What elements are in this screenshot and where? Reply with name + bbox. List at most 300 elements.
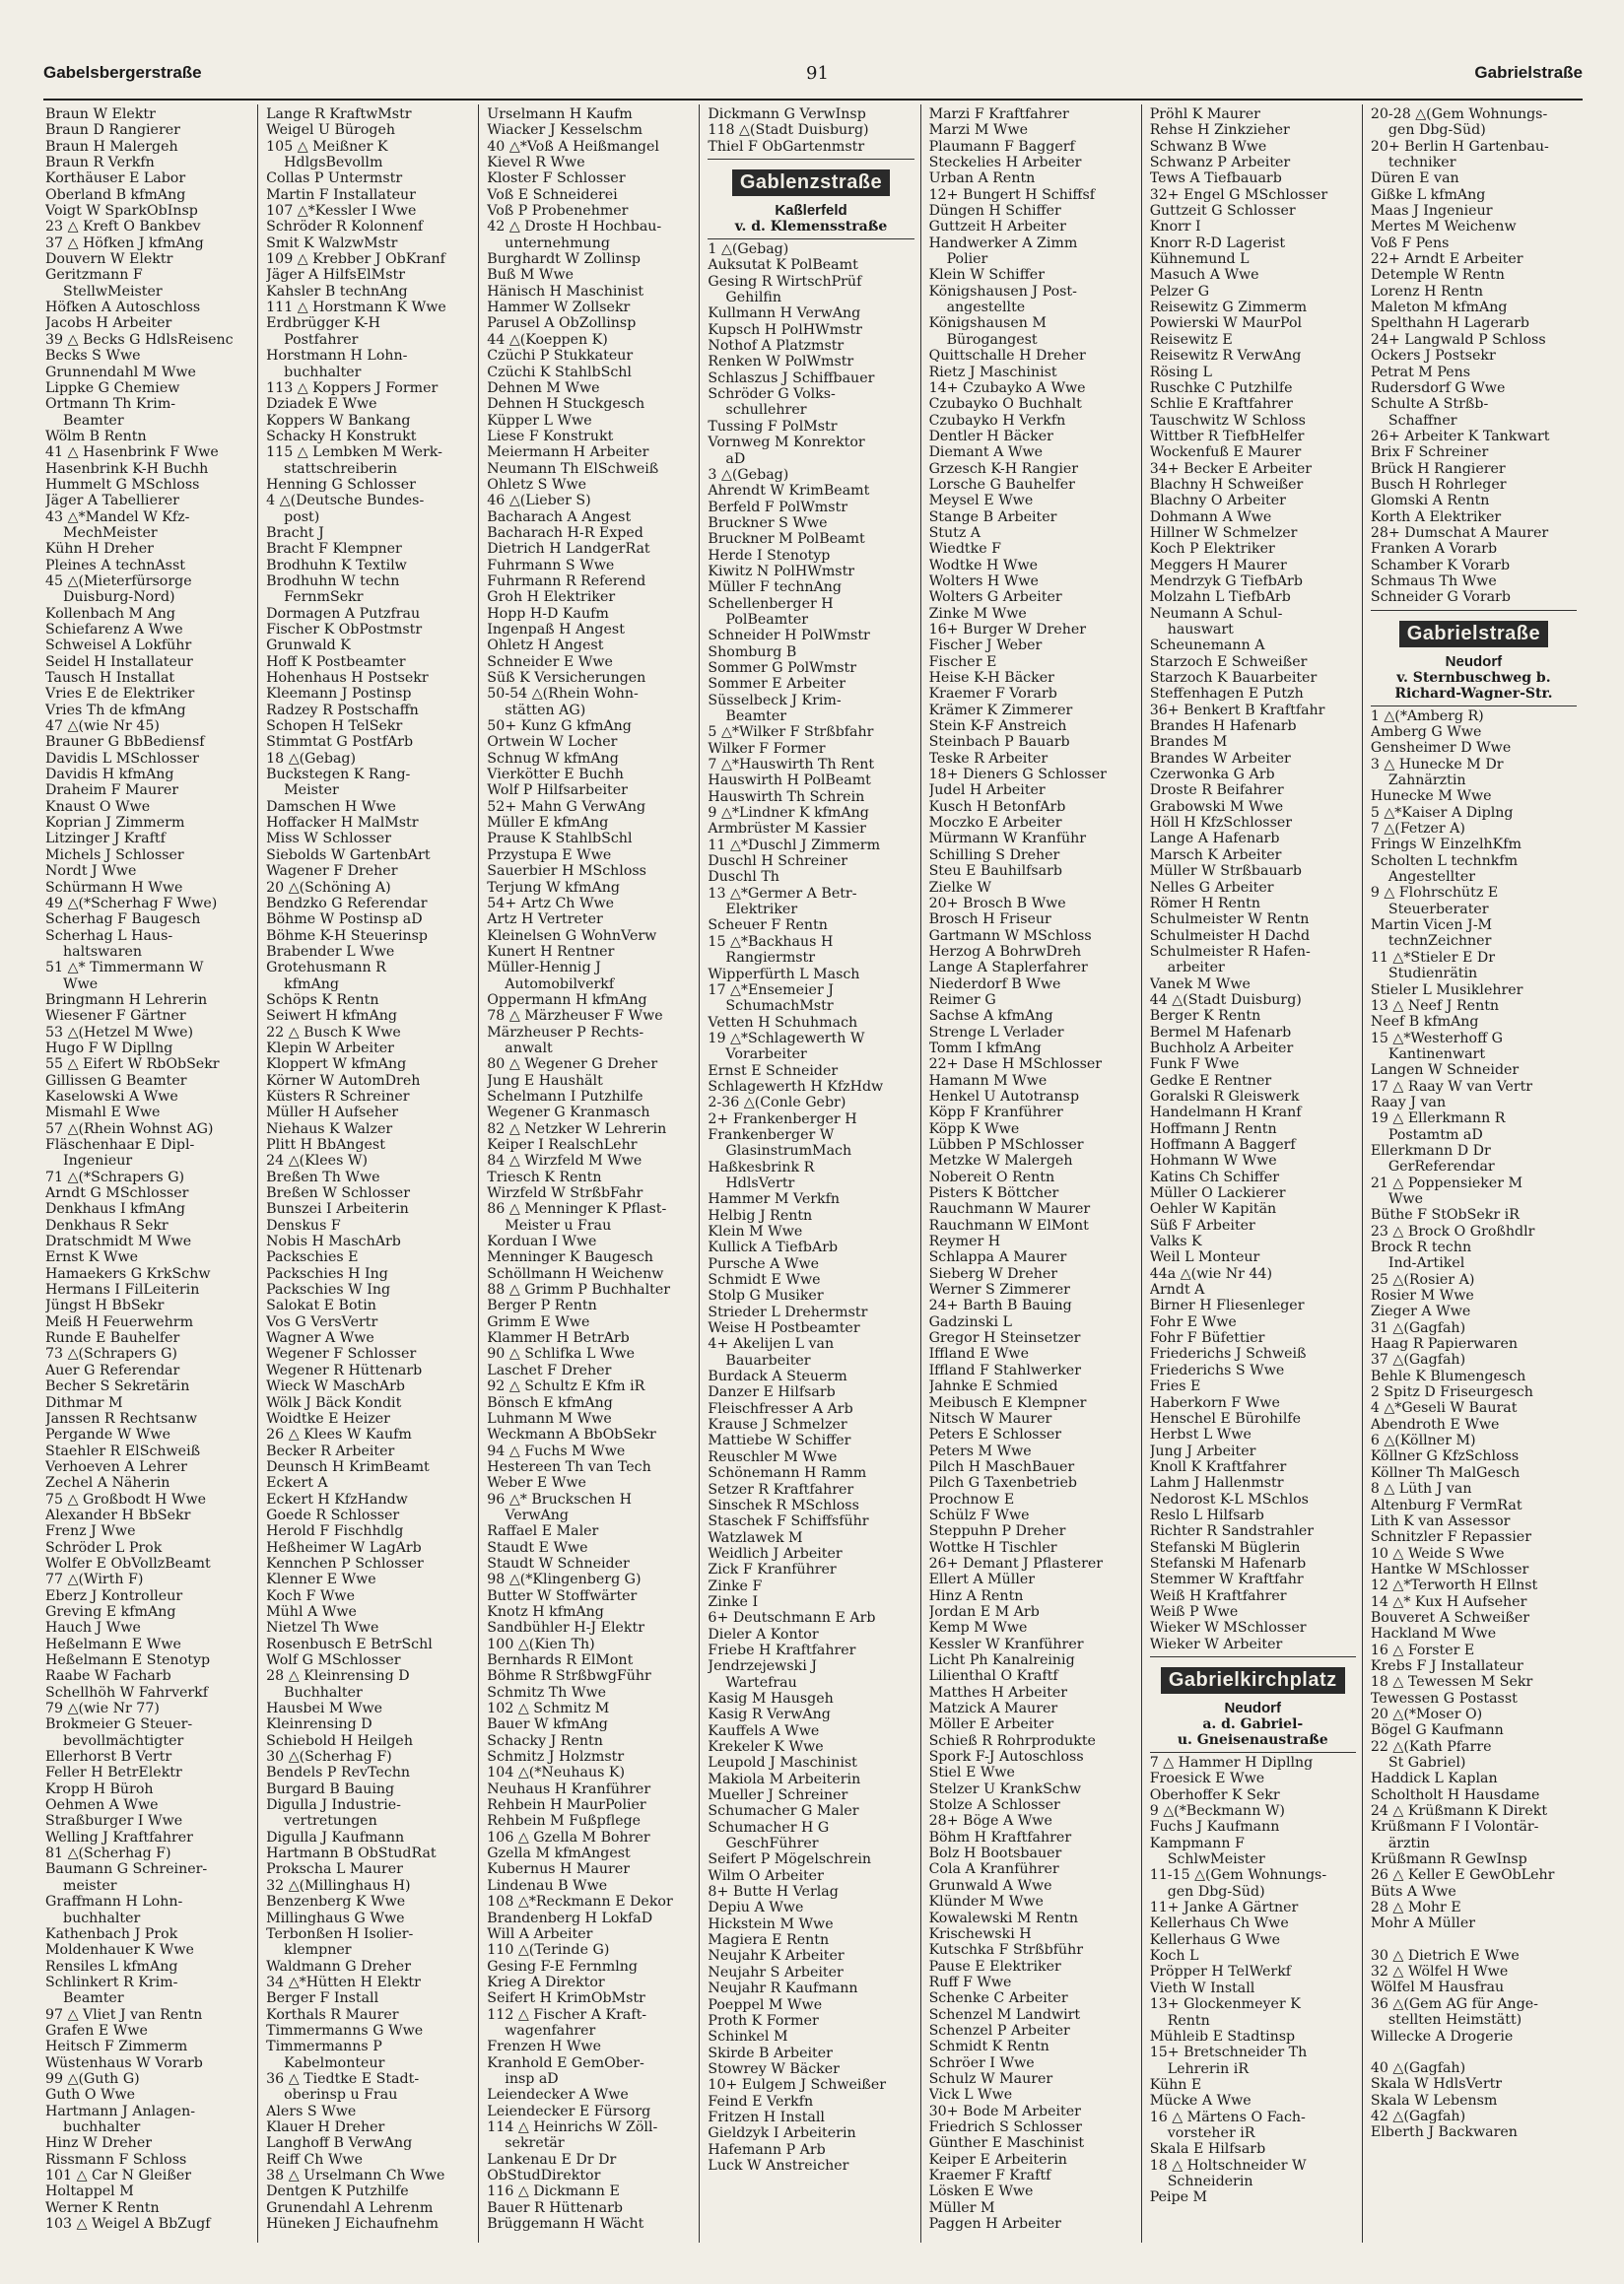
resident-entry: Korth A Elektriker: [1370, 508, 1502, 525]
resident-entry: Köpp K Wwe: [928, 1120, 1020, 1137]
resident-entry: Haßkesbrink R: [708, 1159, 815, 1176]
resident-entry: Altenburg F VermRat: [1370, 1497, 1522, 1513]
resident-entry: Fuhrmann R Referend: [487, 572, 646, 589]
resident-entry: Hartmann J Anlagen-: [45, 2103, 195, 2119]
house-number-entry: 7 △(Fetzer A): [1370, 821, 1465, 838]
house-number-entry: 13 △ Neef J Rentn: [1370, 997, 1500, 1014]
resident-entry: Guttzeit G Schlosser: [1149, 203, 1296, 220]
resident-entry: Reisewitz E: [1149, 331, 1233, 348]
resident-entry: Schöllmann H Weichenw: [487, 1265, 664, 1282]
resident-entry: Krause J Schmelzer: [708, 1417, 847, 1434]
resident-entry: Schenzel P Arbeiter: [928, 2022, 1070, 2039]
entry-continuation: Vorarbeiter: [725, 1046, 807, 1063]
resident-entry: Stemmer W Kraftfahr: [1149, 1572, 1304, 1588]
resident-entry: Heitsch F Zimmerm: [45, 2039, 188, 2055]
resident-entry: Köllner Th MalGesch: [1370, 1464, 1521, 1481]
resident-entry: Scheuer F Rentn: [708, 917, 828, 934]
resident-entry: Voigt W SparkObInsp: [45, 203, 198, 220]
resident-entry: Schiebold H Heilgeh: [266, 1732, 413, 1749]
resident-entry: Schröer I Wwe: [928, 2054, 1035, 2071]
resident-entry: Hopp H-D Kaufm: [487, 605, 609, 622]
resident-entry: Arndt A: [1149, 1282, 1205, 1299]
resident-entry: Düngen H Schiffer: [928, 203, 1061, 220]
resident-entry: Eckert A: [266, 1475, 328, 1492]
resident-entry: Wodtke H Wwe: [928, 557, 1039, 573]
resident-entry: Digulla J Kaufmann: [266, 1829, 405, 1846]
entry-continuation: Steuerberater: [1387, 901, 1489, 917]
resident-entry: Zechel A Näherin: [45, 1475, 170, 1492]
resident-entry: Schmidt K Rentn: [928, 2039, 1049, 2055]
section-rule: [1371, 610, 1577, 611]
house-number-entry: 11+ Janke A Gärtner: [1149, 1900, 1299, 1916]
resident-entry: Hoffmann A Baggerf: [1149, 1137, 1296, 1153]
resident-entry: Grunnendahl M Wwe: [45, 364, 196, 380]
resident-entry: Ohletz S Wwe: [487, 476, 587, 493]
entry-continuation: Gehilfin: [725, 290, 781, 306]
entry-continuation: Postamtm aD: [1387, 1126, 1483, 1143]
resident-entry: Iffland E Wwe: [928, 1346, 1029, 1363]
resident-entry: Kessler W Kranführer: [928, 1636, 1084, 1652]
resident-entry: Czubayko O Buchhalt: [928, 396, 1082, 413]
resident-entry: Schumacher H G: [708, 1819, 830, 1836]
resident-entry: Amberg G Wwe: [1370, 724, 1482, 740]
house-number-entry: 57 △(Rhein Wohnst AG): [45, 1120, 214, 1137]
resident-entry: Kemp M Wwe: [928, 1620, 1028, 1637]
resident-entry: Kloppert W kfmAng: [266, 1056, 407, 1073]
resident-entry: Handwerker A Zimm: [928, 235, 1078, 251]
house-number-entry: 118 △(Stadt Duisburg): [708, 122, 869, 139]
resident-entry: Marsch K Arbeiter: [1149, 846, 1282, 863]
house-number-entry: 7 △ Hammer H Dipllng: [1149, 1755, 1314, 1771]
resident-entry: Jäger A Tabellierer: [45, 493, 179, 509]
resident-entry: Hauswirth Th Schrein: [708, 788, 865, 805]
resident-entry: Bracht F Klempner: [266, 541, 402, 558]
entry-continuation: Kantinenwart: [1387, 1045, 1486, 1062]
resident-entry: Depiu A Wwe: [708, 1900, 804, 1916]
resident-entry: Hoffacker H MalMstr: [266, 815, 419, 832]
resident-entry: Molzahn L TiefbArb: [1149, 589, 1291, 606]
resident-entry: Breßen W Schlosser: [266, 1185, 410, 1202]
resident-entry: Leiendecker E Fürsorg: [487, 2103, 651, 2119]
resident-entry: Marzi F Kraftfahrer: [928, 106, 1069, 122]
resident-entry: Oppermann H kfmAng: [487, 991, 647, 1008]
house-number-entry: 90 △ Schlifka L Wwe: [487, 1346, 636, 1363]
resident-entry: Küsters R Schreiner: [266, 1088, 410, 1105]
resident-entry: Denkhaus R Sekr: [45, 1217, 169, 1234]
house-number-entry: 50+ Kunz G kfmAng: [487, 718, 632, 735]
entry-continuation: buchhalter: [284, 364, 362, 380]
resident-entry: Hugo F W Dipllng: [45, 1040, 173, 1056]
house-number-entry: 47 △(wie Nr 45): [45, 718, 160, 735]
resident-entry: Pursche A Wwe: [708, 1255, 820, 1272]
resident-entry: Schulz W Maurer: [928, 2070, 1053, 2087]
resident-entry: Vries Th de kfmAng: [45, 702, 186, 718]
resident-entry: Will A Arbeiter: [487, 1925, 593, 1942]
house-number-entry: 20-28 △(Gem Wohnungs-: [1370, 106, 1548, 122]
resident-entry: Katins Ch Schiffer: [1149, 1169, 1280, 1185]
house-number-entry: 25 △(Rosier A): [1370, 1271, 1475, 1288]
resident-entry: Becks S Wwe: [45, 348, 141, 365]
resident-entry: Brandes H Hafenarb: [1149, 718, 1297, 735]
resident-entry: Bouveret A Schweißer: [1370, 1609, 1530, 1626]
resident-entry: Woidtke E Heizer: [266, 1410, 390, 1427]
resident-entry: Fläschenhaar E Dipl-: [45, 1137, 195, 1153]
resident-entry: Sandbühler H-J Elektr: [487, 1620, 644, 1637]
resident-entry: Fritzen H Install: [708, 2109, 825, 2125]
resident-entry: Wagener F Dreher: [266, 863, 398, 880]
resident-entry: Langhoff B VerwAng: [266, 2135, 413, 2152]
resident-entry: Schülz F Wwe: [928, 1507, 1030, 1523]
entry-continuation: St Gabriel): [1387, 1755, 1466, 1771]
resident-entry: Scholten L technkfm: [1370, 852, 1519, 869]
resident-entry: Dehnen M Wwe: [487, 379, 600, 396]
resident-entry: Kiwitz N PolHWmstr: [708, 563, 855, 579]
resident-entry: Setzer R Kraftfahrer: [708, 1481, 854, 1498]
resident-entry: Königshausen M: [928, 315, 1047, 332]
house-number-entry: 52+ Mahn G VerwAng: [487, 798, 646, 815]
house-number-entry: 3 △(Gebag): [708, 466, 789, 483]
entry-continuation: unternehmung: [505, 235, 610, 251]
district-name: Kaßlerfeld: [775, 202, 847, 220]
house-number-entry: 44 △(Koeppen K): [487, 331, 608, 348]
resident-entry: Klein M Wwe: [708, 1224, 803, 1240]
resident-entry: Moldenhauer K Wwe: [45, 1942, 194, 1959]
resident-entry: Matthes H Arbeiter: [928, 1684, 1068, 1701]
resident-entry: Kasig R VerwAng: [708, 1707, 831, 1723]
entry-continuation: Meister: [284, 782, 339, 799]
resident-entry: Müller F technAng: [708, 579, 842, 596]
house-number-entry: 98 △(*Klingenberg G): [487, 1572, 642, 1588]
resident-entry: Böhme W Postinsp aD: [266, 911, 423, 928]
house-number-entry: 37 △ Höfken J kfmAng: [45, 235, 204, 251]
resident-entry: Ruschke C Putzhilfe: [1149, 379, 1293, 396]
resident-entry: Ortmann Th Krim-: [45, 396, 176, 413]
resident-entry: Goede R Schlosser: [266, 1507, 400, 1523]
entry-continuation: anwalt: [505, 1040, 553, 1056]
entry-continuation: GerReferendar: [1387, 1159, 1495, 1176]
resident-entry: Mühl A Wwe: [266, 1603, 357, 1620]
entry-continuation: vorsteher iR: [1167, 2124, 1255, 2141]
house-number-entry: 2+ Frankenberger H: [708, 1110, 857, 1127]
street-name: Gabrielkirchplatz: [1161, 1667, 1345, 1694]
resident-entry: Frings W EinzelhKfm: [1370, 837, 1522, 853]
resident-entry: Pelzer G: [1149, 283, 1210, 300]
resident-entry: Ernst E Schneider: [708, 1062, 839, 1079]
resident-entry: Hammer W Zollsekr: [487, 300, 631, 316]
resident-entry: Büts A Wwe: [1370, 1883, 1456, 1900]
resident-entry: Tussing F PolMstr: [708, 418, 838, 435]
resident-entry: Gesing R WirtschPrüf: [708, 273, 862, 290]
resident-entry: Masuch A Wwe: [1149, 267, 1259, 284]
resident-entry: Süß K Versicherungen: [487, 670, 646, 687]
resident-entry: Fischer E: [928, 653, 997, 670]
resident-entry: Dehnen H Stuckgesch: [487, 396, 645, 413]
resident-entry: Zick F Kranführer: [708, 1562, 837, 1579]
house-number-entry: 94 △ Fuchs M Wwe: [487, 1443, 626, 1459]
resident-entry: Haberkorn F Wwe: [1149, 1394, 1280, 1411]
resident-entry: Rauchmann W Maurer: [928, 1201, 1091, 1218]
resident-entry: Kowalewski M Rentn: [928, 1910, 1079, 1926]
resident-entry: Fischer J Weber: [928, 638, 1043, 654]
page-number: 91: [806, 63, 829, 84]
house-number-entry: 107 △*Kessler I Wwe: [266, 203, 417, 220]
resident-entry: Lankenau E Dr Dr: [487, 2151, 617, 2168]
resident-entry: Dohmann A Wwe: [1149, 508, 1272, 525]
resident-entry: Zieger A Wwe: [1370, 1304, 1471, 1320]
spacer: [1371, 2045, 1577, 2060]
resident-entry: Henning G Schlosser: [266, 476, 416, 493]
resident-entry: Bendzko G Referendar: [266, 895, 428, 911]
resident-entry: Steckelies H Arbeiter: [928, 155, 1082, 171]
resident-entry: Starzoch K Bauarbeiter: [1149, 670, 1318, 687]
resident-entry: Vornweg M Konrektor: [708, 435, 865, 451]
resident-entry: Terbonßen H Isolier-: [266, 1925, 414, 1942]
resident-entry: Steu E Bauhilfsarb: [928, 863, 1062, 880]
entry-continuation: MechMeister: [63, 524, 158, 541]
resident-entry: Kellerhaus G Wwe: [1149, 1931, 1281, 1948]
resident-entry: Geritzmann F: [45, 267, 143, 284]
house-number-entry: 32 △(Millinghaus H): [266, 1877, 411, 1894]
resident-entry: Valks K: [1149, 1234, 1202, 1250]
resident-entry: Martin F Installateur: [266, 186, 416, 203]
resident-entry: Kollenbach M Ang: [45, 605, 176, 622]
house-number-entry: 7 △*Hauswirth Th Rent: [708, 757, 875, 773]
resident-entry: Schröder G Volks-: [708, 386, 836, 403]
house-number-entry: 18+ Dieners G Schlosser: [928, 767, 1107, 783]
resident-entry: Schamber K Vorarb: [1370, 557, 1511, 573]
entry-continuation: Studienrätin: [1387, 966, 1478, 982]
resident-entry: Körner W AutomDreh: [266, 1072, 421, 1089]
resident-entry: Gedke E Rentner: [1149, 1072, 1272, 1089]
resident-entry: Gesing F-E Fernmlng: [487, 1958, 639, 1975]
resident-entry: Friederichs J Schweiß: [1149, 1346, 1307, 1363]
resident-entry: Butter W Stoffwärter: [487, 1587, 638, 1604]
resident-entry: Schnitzler F Repassier: [1370, 1529, 1531, 1546]
house-number-entry: 26+ Demant J Pflasterer: [928, 1555, 1104, 1572]
entry-continuation: kfmAng: [284, 975, 339, 992]
resident-entry: Fohr E Wwe: [1149, 1313, 1237, 1330]
resident-entry: Raay J van: [1370, 1094, 1447, 1110]
resident-entry: Nordt J Wwe: [45, 863, 137, 880]
entry-continuation: wagenfahrer: [505, 2022, 596, 2039]
house-number-entry: 50-54 △(Rhein Wohn-: [487, 686, 639, 703]
house-number-entry: 41 △ Hasenbrink F Wwe: [45, 444, 219, 461]
resident-entry: Zielke W: [928, 879, 991, 896]
resident-entry: Kellerhaus Ch Wwe: [1149, 1915, 1289, 1932]
resident-entry: Dieler A Kontor: [708, 1626, 819, 1643]
house-number-entry: 13+ Glockenmeyer K: [1149, 1996, 1301, 2013]
resident-entry: Böhm H Kraftfahrer: [928, 1829, 1072, 1846]
house-number-entry: 92 △ Schultz E Kfm iR: [487, 1378, 645, 1395]
resident-entry: Richter R Sandstrahler: [1149, 1523, 1315, 1540]
resident-entry: Herde I Stenotyp: [708, 547, 831, 564]
resident-entry: Wolters G Arbeiter: [928, 589, 1062, 606]
resident-entry: Raffael E Maler: [487, 1523, 599, 1540]
directory-columns: [43, 104, 1583, 2243]
resident-entry: Laschet F Dreher: [487, 1362, 612, 1378]
resident-entry: Paggen H Arbeiter: [928, 2216, 1061, 2233]
resident-entry: Werner K Rentn: [45, 2199, 160, 2216]
house-number-entry: 12 △*Terworth H Ellnst: [1370, 1578, 1538, 1594]
resident-entry: Spork F-J Autoschloss: [928, 1749, 1084, 1766]
resident-entry: Vanek M Wwe: [1149, 975, 1251, 992]
resident-entry: Parusel A ObZollinsp: [487, 315, 637, 332]
resident-entry: Ellert A Müller: [928, 1572, 1036, 1588]
house-number-entry: 15+ Bretschneider Th: [1149, 2045, 1308, 2061]
resident-entry: Wiedtke F: [928, 541, 1001, 558]
entry-continuation: gen Dbg-Süd): [1387, 122, 1486, 139]
resident-entry: Hummelt G MSchloss: [45, 476, 200, 493]
resident-entry: Starzoch E Schweißer: [1149, 653, 1308, 670]
resident-entry: Lorsche G Bauhelfer: [928, 476, 1075, 493]
resident-entry: Böhme R StrßbwgFühr: [487, 1668, 651, 1685]
entry-continuation: gen Dbg-Süd): [1167, 1883, 1265, 1900]
entry-continuation: sekretär: [505, 2135, 565, 2152]
house-number-entry: 84 △ Wirzfeld M Wwe: [487, 1153, 643, 1170]
resident-entry: Kennchen P Schlosser: [266, 1555, 424, 1572]
resident-entry: Siebolds W GartenbArt: [266, 846, 431, 863]
resident-entry: Stein K-F Anstreich: [928, 718, 1067, 735]
resident-entry: Guttzeit H Arbeiter: [928, 219, 1066, 235]
resident-entry: Niederdorf B Wwe: [928, 975, 1061, 992]
resident-entry: Rösing L: [1149, 364, 1212, 380]
resident-entry: Abendroth E Wwe: [1370, 1416, 1500, 1433]
resident-entry: Judel H Arbeiter: [928, 782, 1046, 799]
section-rule: [1150, 1656, 1356, 1657]
resident-entry: Sommer G PolWmstr: [708, 659, 856, 676]
house-number-entry: 108 △*Reckmann E Dekor: [487, 1894, 673, 1911]
resident-entry: Dickmann G VerwInsp: [708, 106, 866, 122]
resident-entry: Metzke W Malergeh: [928, 1153, 1073, 1170]
resident-entry: Grafen E Wwe: [45, 2022, 148, 2039]
resident-entry: Jäger A HilfsElMstr: [266, 267, 405, 284]
house-number-entry: 26 △ Klees W Kaufm: [266, 1427, 412, 1444]
entry-continuation: Ingenieur: [63, 1153, 133, 1170]
entry-continuation: insp aD: [505, 2070, 559, 2087]
resident-entry: Collas P Untermstr: [266, 170, 403, 187]
resident-entry: Bermel M Hafenarb: [1149, 1024, 1292, 1041]
entry-continuation: vertretungen: [284, 1813, 377, 1830]
entry-continuation: VerwAng: [505, 1507, 570, 1523]
resident-entry: Brokmeier G Steuer-: [45, 1716, 193, 1733]
house-number-entry: 24 △(Klees W): [266, 1153, 368, 1170]
resident-entry: Kullick A TiefbArb: [708, 1240, 839, 1256]
district-name: Neudorf: [1224, 1700, 1282, 1716]
resident-entry: Brüggemann H Wächt: [487, 2216, 644, 2233]
resident-entry: Herzog A BohrwDreh: [928, 943, 1082, 960]
entry-continuation: Meister u Frau: [505, 1217, 612, 1234]
resident-entry: Schweisel A Lokführ: [45, 638, 192, 654]
street-heading: [708, 169, 914, 196]
resident-entry: Gregor H Steinsetzer: [928, 1330, 1081, 1347]
resident-entry: Reymer H: [928, 1234, 1001, 1250]
house-number-entry: 32 △ Wölfel H Wwe: [1370, 1964, 1509, 1981]
resident-entry: Brauner G BbBediensf: [45, 734, 205, 751]
house-number-entry: 4+ Akelijen L van: [708, 1336, 835, 1353]
entry-continuation: Zahnärztin: [1387, 773, 1466, 789]
house-number-entry: 5 △*Wilker F Strßbfahr: [708, 724, 874, 741]
resident-entry: Reuschler M Wwe: [708, 1448, 838, 1465]
house-number-entry: 30 △(Scherhag F): [266, 1749, 392, 1766]
house-number-entry: 77 △(Wirth F): [45, 1572, 144, 1588]
entry-continuation: Polier: [946, 251, 988, 268]
resident-entry: Keiper E Arbeiterin: [928, 2151, 1067, 2168]
resident-entry: Werner S Zimmerer: [928, 1282, 1070, 1299]
house-number-entry: 54+ Artz Ch Wwe: [487, 895, 615, 911]
resident-entry: Günther E Maschinist: [928, 2135, 1085, 2152]
house-number-entry: 104 △(*Neuhaus K): [487, 1765, 626, 1781]
resident-entry: Brabender L Wwe: [266, 943, 395, 960]
resident-entry: Brodhuhn W techn: [266, 572, 400, 589]
house-number-entry: 19 △ Ellerkmann R: [1370, 1110, 1506, 1127]
resident-entry: Alexander H BbSekr: [45, 1507, 191, 1523]
resident-entry: Rensiles L kfmAng: [45, 1958, 178, 1975]
resident-entry: Auer G Referendar: [45, 1362, 180, 1378]
resident-entry: Radzey R Postschaffn: [266, 702, 419, 718]
resident-entry: Prochnow E: [928, 1491, 1015, 1508]
house-number-entry: 3 △ Hunecke M Dr: [1370, 756, 1504, 773]
resident-entry: Wolf G MSchlosser: [266, 1652, 401, 1668]
directory-column: [43, 104, 257, 2243]
house-number-entry: 2 Spitz D Friseurgesch: [1370, 1384, 1533, 1401]
resident-entry: Koppers W Bankang: [266, 412, 411, 429]
resident-entry: Nitsch W Maurer: [928, 1410, 1052, 1427]
resident-entry: Schneider G Vorarb: [1370, 589, 1511, 606]
resident-entry: Ernst K Wwe: [45, 1249, 138, 1266]
resident-entry: Tews A Tiefbauarb: [1149, 170, 1282, 187]
resident-entry: Bendels P RevTechn: [266, 1765, 411, 1781]
house-number-entry: 20 △(Schöning A): [266, 879, 391, 896]
entry-continuation: Kabelmonteur: [284, 2054, 385, 2071]
resident-entry: Fuchs J Kaufmann: [1149, 1819, 1280, 1836]
resident-entry: Guth O Wwe: [45, 2087, 136, 2104]
resident-entry: Friebe H Kraftfahrer: [708, 1642, 856, 1658]
resident-entry: Rehbein H MaurPolier: [487, 1797, 646, 1814]
resident-entry: Skala W Lebensm: [1370, 2092, 1498, 2109]
entry-continuation: meister: [63, 1877, 117, 1894]
resident-entry: Jordan E M Arb: [928, 1603, 1040, 1620]
resident-entry: Elberth J Backwaren: [1370, 2124, 1518, 2141]
resident-entry: Wagner A Wwe: [266, 1330, 374, 1347]
resident-entry: Hänisch H Maschinist: [487, 283, 644, 300]
resident-entry: Schelmann I Putzhilfe: [487, 1088, 643, 1105]
entry-continuation: buchhalter: [63, 2118, 141, 2135]
resident-entry: Krischewski H: [928, 1925, 1032, 1942]
resident-entry: Schwanz B Wwe: [1149, 138, 1267, 155]
house-number-entry: 21 △ Poppensieker M: [1370, 1175, 1523, 1191]
house-number-entry: 8+ Butte H Verlag: [708, 1884, 839, 1901]
resident-entry: Klein W Schiffer: [928, 267, 1045, 284]
resident-entry: Litzinger J Kraftf: [45, 831, 166, 847]
resident-entry: Pisters K Böttcher: [928, 1185, 1059, 1202]
house-number-entry: 53 △(Hetzel M Wwe): [45, 1024, 194, 1041]
resident-entry: Brix F Schreiner: [1370, 444, 1489, 461]
resident-entry: Lorenz H Rentn: [1370, 283, 1484, 300]
resident-entry: Krüßmann F I Volontär-: [1370, 1819, 1539, 1836]
resident-entry: Lösken E Wwe: [928, 2183, 1034, 2200]
house-number-entry: 100 △(Kien Th): [487, 1636, 595, 1652]
resident-entry: Grunendahl A Lehrenm: [266, 2199, 434, 2216]
resident-entry: Voß P Probenehmer: [487, 203, 629, 220]
resident-entry: Neumann A Schul-: [1149, 605, 1283, 622]
resident-entry: Stutz A: [928, 524, 981, 541]
resident-entry: Wegener F Schlosser: [266, 1346, 417, 1363]
resident-entry: Krämer K Zimmerer: [928, 702, 1073, 718]
resident-entry: Koch F Wwe: [266, 1587, 355, 1604]
resident-entry: Stefanski M Büglerin: [1149, 1539, 1301, 1556]
resident-entry: Diemant A Wwe: [928, 444, 1044, 461]
resident-entry: Groh H Elektriker: [487, 589, 616, 606]
